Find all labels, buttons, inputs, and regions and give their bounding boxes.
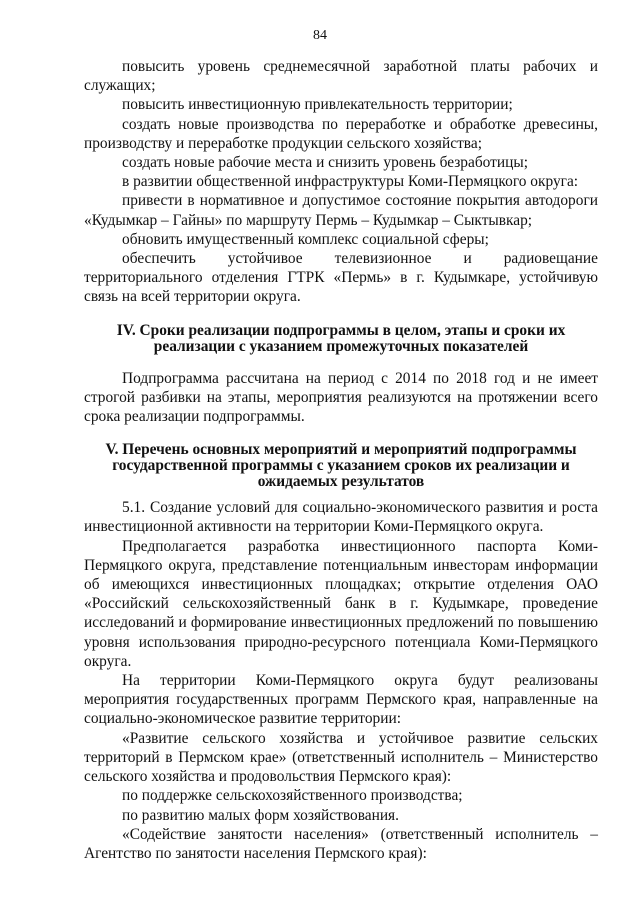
paragraph: повысить уровень среднемесячной заработной платы рабочих и служащих; xyxy=(84,58,598,95)
paragraph: обновить имущественный комплекс социальной сферы; xyxy=(122,230,489,248)
paragraph: в развитии общественной инфраструктуры Коми-Пермяцкого округа: xyxy=(122,173,579,191)
paragraph: привести в нормативное и допустимое состояние покрытия автодороги «Кудымкар – Гайны» по маршруту Пермь – Кудымкар – Сыктывкар; xyxy=(84,192,598,229)
paragraph: Подпрограмма рассчитана на период с 2014 по 2018 год и не имеет строгой разбивки на этапы, мероприятия реализуются на протяжении всего срока реализации подпрограммы. xyxy=(84,369,598,426)
paragraph: по развитию малых форм хозяйствования. xyxy=(122,806,399,824)
paragraph: «Развитие сельского хозяйства и устойчивое развитие сельских территорий в Пермском крае» (ответственный исполнитель – Министерство сельского хозяйства и продовольствия Пермского края): xyxy=(84,729,598,786)
paragraph: Предполагается разработка инвестиционного паспорта Коми-Пермяцкого округа, представление потенциальным инвесторам информации об имеющихся инвестиционных площадках; открытие отделения ОАО «Российский сельскохозяйственный банк в г. Кудымкаре, проведение исследований и формирование инвестиционных предложений по повышению уровня использования природно-ресурсного потенциала Коми-Пермяцкого округа. xyxy=(84,537,598,670)
section-heading-4: IV. Сроки реализации подпрограммы в целом, этапы и сроки их реализации с указанием промежуточных показателей xyxy=(116,321,566,355)
paragraph: обеспечить устойчивое телевизионное и радиовещание территориального отделения ГТРК «Пермь» в г. Кудымкаре, устойчивую связь на всей территории округа. xyxy=(84,250,598,306)
page-body xyxy=(84,57,598,863)
paragraph: создать новые производства по переработке и обработке древесины, производству и переработке продукции сельского хозяйства; xyxy=(84,115,598,152)
paragraph: 5.1. Создание условий для социально-экономического развития и роста инвестиционной активности на территории Коми-Пермяцкого округа. xyxy=(84,499,598,536)
paragraph: «Содействие занятости населения» (ответственный исполнитель – Агентство по занятости населения Пермского края): xyxy=(84,825,598,862)
paragraph: повысить инвестиционную привлекательность территории; xyxy=(122,96,513,114)
section-heading-5: V. Перечень основных мероприятий и мероприятий подпрограммы государственной программы с указанием сроков их реализации и ожидаемых результатов xyxy=(105,441,577,491)
page-number: 84 xyxy=(313,28,327,43)
paragraph: создать новые рабочие места и снизить уровень безработицы; xyxy=(122,154,528,172)
paragraph: На территории Коми-Пермяцкого округа будут реализованы мероприятия государственных программ Пермского края, направленные на социально-экономическое развитие территории: xyxy=(84,672,598,728)
paragraph: по поддержке сельскохозяйственного производства; xyxy=(122,787,463,805)
